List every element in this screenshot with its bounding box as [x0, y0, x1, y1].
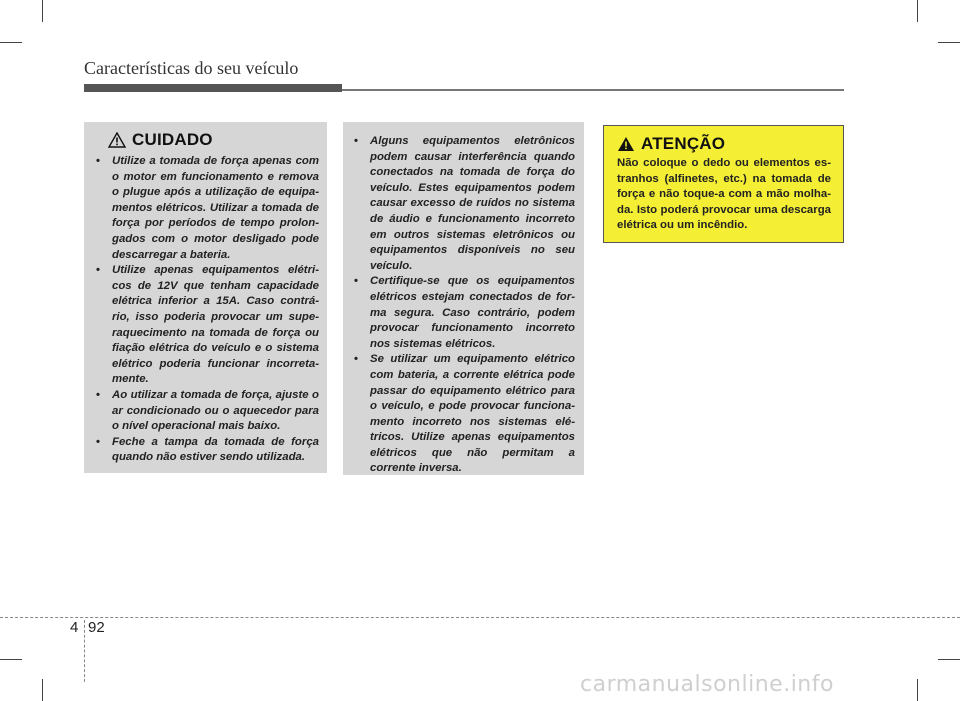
page-number-value: 92 — [88, 619, 105, 636]
warning-heading — [617, 136, 831, 152]
warning-box — [603, 125, 844, 243]
crop-mark — [938, 659, 960, 660]
crop-mark — [917, 679, 918, 701]
caution-title: CUIDADO — [132, 130, 213, 150]
footer-dashed-rule — [0, 617, 960, 618]
caution-list — [90, 154, 319, 466]
header-rule-thick — [84, 84, 342, 92]
crop-mark — [0, 42, 22, 43]
notes-list — [348, 134, 575, 477]
caution-item: • Feche a tampa da tomada de força quando não estiver sendo utilizada. — [90, 435, 319, 466]
warning-text: Não coloque o dedo ou elementos es-tranhos (alfinetes, etc.) na tomada de força e não toque-a com a mão molha-da. Isto poderá provocar uma descarga elétrica ou um incêndio. — [617, 157, 831, 232]
warning-triangle-icon — [617, 136, 635, 152]
caution-item: • Utilize apenas equipamentos elétri-cos de 12V que tenham capacidade elétrica inferior a 15A. Caso contrá-rio, isso poderia provocar um supe-raquecimento na tomada de força ou fiação elétrica do veículo e o sistema elétrico poderia funcionar incorreta-mente. — [90, 263, 319, 388]
caution-box — [84, 122, 327, 473]
crop-mark — [917, 0, 918, 22]
caution-item: • Ao utilizar a tomada de força, ajuste o ar condicionado ou o aquecedor para o nível operacional mais baixo. — [90, 388, 319, 435]
warning-title: ATENÇÃO — [641, 134, 726, 154]
section-number: 4 — [70, 619, 79, 636]
notes-item: • Alguns equipamentos eletrônicos podem causar interferência quando conectados na tomada de força do veículo. Estes equipamentos podem causar excesso de ruídos no sistema de áudio e funcionamento incorreto em outros sistemas eletrônicos ou equipamentos disponíveis no seu veículo. — [348, 134, 575, 274]
notes-box — [343, 122, 584, 475]
watermark: carmanualsonline.info — [580, 672, 834, 697]
header-rule-thin — [342, 89, 844, 91]
warning-triangle-icon — [108, 132, 126, 148]
crop-mark — [42, 0, 43, 22]
crop-mark — [938, 42, 960, 43]
caution-heading — [108, 132, 319, 148]
caution-item: • Utilize a tomada de força apenas com o motor em funcionamento e remova o plugue após a utilização de equipa-mentos elétricos. Utilizar a tomada de força por períodos de tempo prolon-gados com o motor desligado pode descarregar a bateria. — [90, 154, 319, 263]
notes-item: • Certifique-se que os equipamentos elétricos estejam conectados de for-ma segura. Caso contrário, podem provocar funcionamento incorreto nos sistemas elétricos. — [348, 274, 575, 352]
crop-mark — [0, 659, 22, 660]
notes-item: • Se utilizar um equipamento elétrico com bateria, a corrente elétrica pode passar do equipamento elétrico para o veículo, e pode provocar funciona-mento incorreto nos sistemas elé-tricos. Utilize apenas equipamentos elétricos que não permitam a corrente inversa. — [348, 352, 575, 477]
footer-dashed-divider — [84, 620, 85, 682]
crop-mark — [42, 679, 43, 701]
page-header-title: Características do seu veículo — [84, 58, 299, 78]
